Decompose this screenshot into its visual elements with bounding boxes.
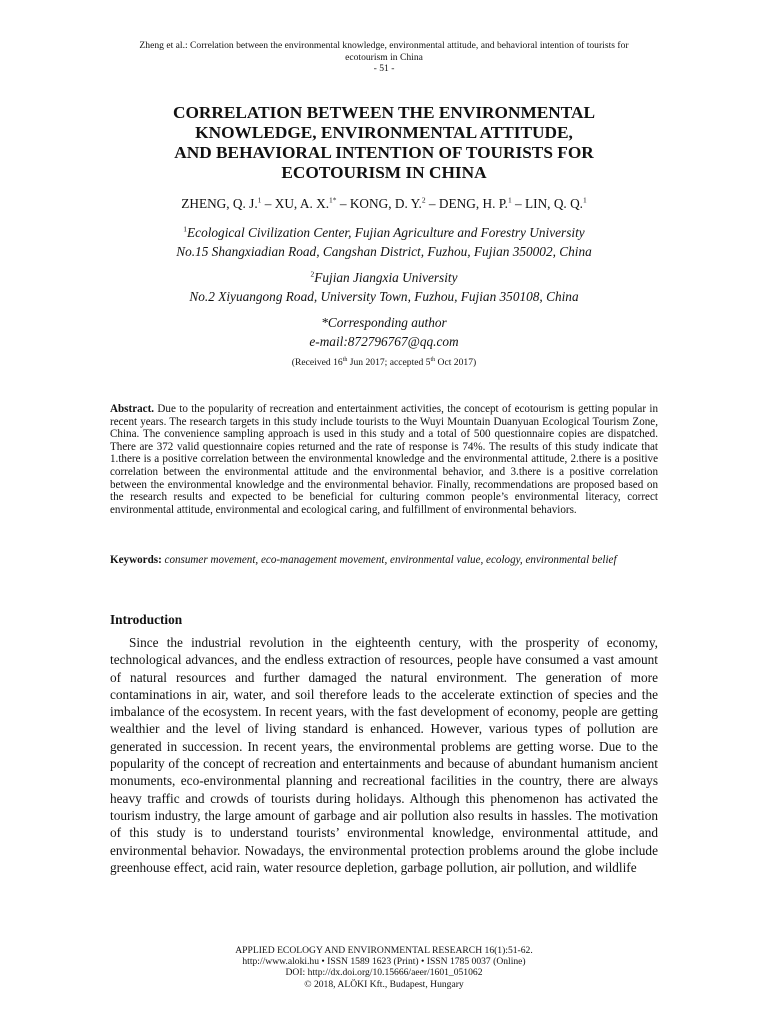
received-dates [110,357,658,369]
journal-citation: APPLIED ECOLOGY AND ENVIRONMENTAL RESEARCH 16(1):51-62. [235,945,533,956]
author-separator: – [261,196,275,211]
copyright: © 2018, ALÖKI Kft., Budapest, Hungary [304,978,464,990]
abstract-label: Abstract. [110,403,155,415]
affiliation-mark: 1 [183,224,188,234]
ordinal-suffix: th [430,356,436,363]
author-list [110,196,658,212]
ordinal-suffix: th [342,356,348,363]
received-text: Jun 2017; accepted 5 [347,357,431,368]
title-line-3: AND BEHAVIORAL INTENTION OF TOURISTS FOR [174,143,594,162]
received-text: (Received 16 [291,357,343,368]
author-affiliation-mark: 1 [507,195,512,205]
running-head-line1: Zheng et al.: Correlation between the environmental knowledge, environmental attitude, and behavioral intention of tourists for [139,40,629,51]
author-name: KONG, D. Y. [349,196,422,211]
corresponding-author-label: *Corresponding author [321,315,447,330]
author-name: LIN, Q. Q. [525,196,584,211]
keywords [110,554,658,567]
author-separator: – [425,196,439,211]
running-head [100,40,668,75]
introduction-paragraph: Since the industrial revolution in the eighteenth century, with the prosperity of economy, technological advances, and the endless extraction of resources, people have consumed a vast amount of natural resources and further damaged the natural environment. The generation of more contaminations in air, water, and soil therefore leads to the accelerate extinction of species and the imbalance of the ecosystem. In recent years, with the fast development of economy, people are getting wealthier and the level of living standard is enhanced. However, various types of pollution are generated in succession. In recent years, the environmental problems are getting worse. Due to the popularity of the concept of recreation and entertainments and because of abundant humanism ancient monuments, eco-environmental planning and recreational facilities in the country, there are always heavy traffic and crowds of tourists during holidays. Although this phenomenon has activated the tourism industry, the large amount of garbage and air pollution also results in hassles. The motivation of this study is to understand tourists’ environmental knowledge, environmental attitude, and environmental behavior. Nowadays, the environmental protection problems around the globe include greenhouse effect, acid rain, water resource depletion, garbage pollution, air pollution, and wildlife [110,635,658,875]
affiliation-address: No.15 Shangxiadian Road, Cangshan District, Fuzhou, Fujian 350002, China [176,243,592,259]
affiliation-1 [110,224,658,261]
journal-issn: http://www.aloki.hu • ISSN 1589 1623 (Print) • ISSN 1785 0037 (Online) [242,956,526,968]
page-number: - 51 - [373,63,395,74]
author-affiliation-mark: 1* [329,195,337,205]
title-line-1: CORRELATION BETWEEN THE ENVIRONMENTAL [172,103,596,122]
keywords-label: Keywords: [110,554,162,566]
paper-title [110,103,658,183]
affiliation-institution: Fujian Jiangxia University [314,270,458,285]
affiliation-institution: Ecological Civilization Center, Fujian Agriculture and Forestry University [187,225,585,240]
author-affiliation-mark: 2 [421,195,426,205]
author-separator: – [336,196,350,211]
author-name: DENG, H. P. [438,196,508,211]
keywords-text: consumer movement, eco-management movement, environmental value, ecology, environmental belief [161,554,617,566]
received-text: Oct 2017) [435,357,477,368]
title-line-4: ECOTOURISM IN CHINA [281,163,487,182]
abstract-text: Due to the popularity of recreation and entertainment activities, the concept of ecotourism is getting popular in recent years. The research targets in this study include tourists to the Wuyi Mountain Duanyuan Ecological Tourism Zone, China. The convenience sampling approach is used in this study and a total of 500 questionnaire copies are dispatched. There are 372 valid questionnaire copies returned and the rate of response is 74%. The results of this study indicate that 1.there is a positive correlation between the environmental knowledge and the environmental attitude, 2.there is a positive correlation between the environmental attitude and the environmental behavior, and 3.there is a positive correlation between the environmental knowledge and the environmental behavior. Finally, recommendations are proposed based on the research results and expected to be beneficial for culturing common people’s environmental literacy, correct environmental attitude, environmental and ecological caring, and fulfillment of environmental behaviors. [110,403,658,516]
affiliation-address: No.2 Xiyuangong Road, University Town, Fuzhou, Fujian 350108, China [189,288,579,304]
section-heading-introduction: Introduction [110,612,183,627]
author-affiliation-mark: 1 [257,195,262,205]
corresponding-email: e-mail:872796767@qq.com [309,333,459,349]
affiliation-2 [110,269,658,306]
affiliation-mark: 2 [310,269,315,279]
author-affiliation-mark: 1 [583,195,587,205]
page-footer [100,945,668,990]
title-line-2: KNOWLEDGE, ENVIRONMENTAL ATTITUDE, [195,123,573,142]
author-separator: – [511,196,526,211]
doi: DOI: http://dx.doi.org/10.15666/aeer/1601_051062 [285,967,483,979]
corresponding-author [110,314,658,351]
author-name: ZHENG, Q. J. [181,196,258,211]
running-head-line2: ecotourism in China [345,51,423,63]
abstract [110,403,658,516]
author-name: XU, A. X. [274,196,330,211]
